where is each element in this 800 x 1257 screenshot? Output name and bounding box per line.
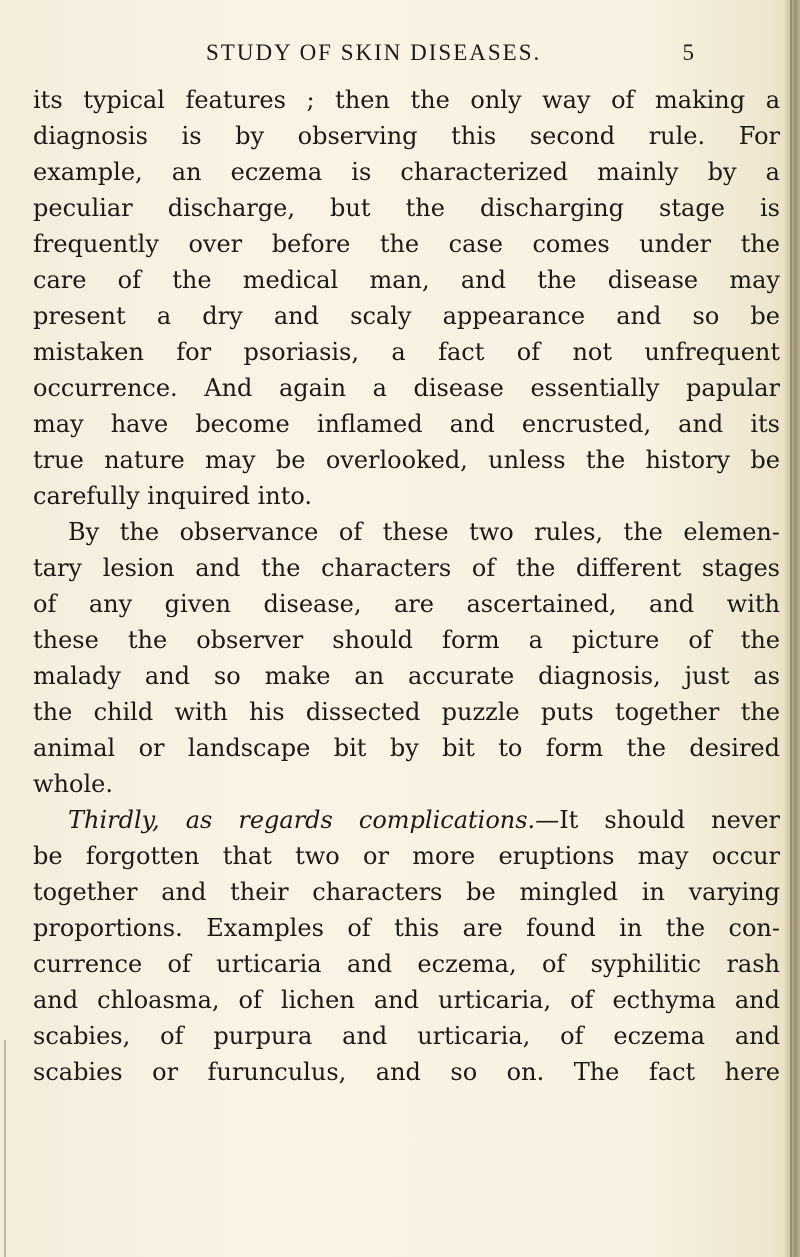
- text-line: present a dry and scaly appearance and so be: [33, 302, 780, 330]
- page-number: 5: [682, 40, 696, 65]
- text-line: malady and so make an accurate diagnosis, just as: [33, 662, 780, 690]
- text-line: scabies, of purpura and urticaria, of eczema and: [33, 1022, 780, 1050]
- text-line: of any given disease, are ascertained, and with: [33, 590, 780, 618]
- text-line: be forgotten that two or more eruptions may occur: [33, 842, 780, 870]
- text-line: mistaken for psoriasis, a fact of not unfrequent: [33, 338, 780, 366]
- running-title: STUDY OF SKIN DISEASES.: [206, 40, 542, 65]
- text-line: tary lesion and the characters of the different stages: [33, 554, 780, 582]
- text-line: together and their characters be mingled in varying: [33, 878, 780, 906]
- text-line: currence of urticaria and eczema, of syphilitic rash: [33, 950, 780, 978]
- paragraph-end-line: carefully inquired into.: [33, 482, 313, 510]
- text-line: diagnosis is by observing this second rule. For: [33, 122, 780, 150]
- page-binding-edge: [784, 0, 800, 1257]
- text-line: care of the medical man, and the disease may: [33, 266, 780, 294]
- paragraph-start-line: [68, 802, 780, 838]
- text-line: its typical features ; then the only way of making a: [33, 86, 780, 114]
- text-line: example, an eczema is characterized mainly by a: [33, 158, 780, 186]
- text-run: It should never: [559, 806, 781, 834]
- text-line: animal or landscape bit by bit to form the desired: [33, 734, 780, 762]
- text-line: peculiar discharge, but the discharging stage is: [33, 194, 780, 222]
- binding-shadow-line: [790, 0, 792, 1257]
- text-line: true nature may be overlooked, unless the history be: [33, 446, 780, 474]
- paragraph-start-line: By the observance of these two rules, the elemen-: [68, 518, 780, 546]
- paragraph-end-line: whole.: [33, 770, 113, 798]
- text-line: the child with his dissected puzzle puts together the: [33, 698, 780, 726]
- page-edge-mark: [4, 1040, 6, 1257]
- text-line: proportions. Examples of this are found in the con-: [33, 914, 780, 942]
- text-line: may have become inflamed and encrusted, and its: [33, 410, 780, 438]
- italic-section-lead: Thirdly, as regards complications.—: [68, 806, 560, 834]
- text-line: scabies or furunculus, and so on. The fact here: [33, 1058, 780, 1086]
- text-line: frequently over before the case comes under the: [33, 230, 780, 258]
- text-line: and chloasma, of lichen and urticaria, of ecthyma and: [33, 986, 780, 1014]
- text-line: occurrence. And again a disease essentially papular: [33, 374, 780, 402]
- text-line: these the observer should form a picture of the: [33, 626, 780, 654]
